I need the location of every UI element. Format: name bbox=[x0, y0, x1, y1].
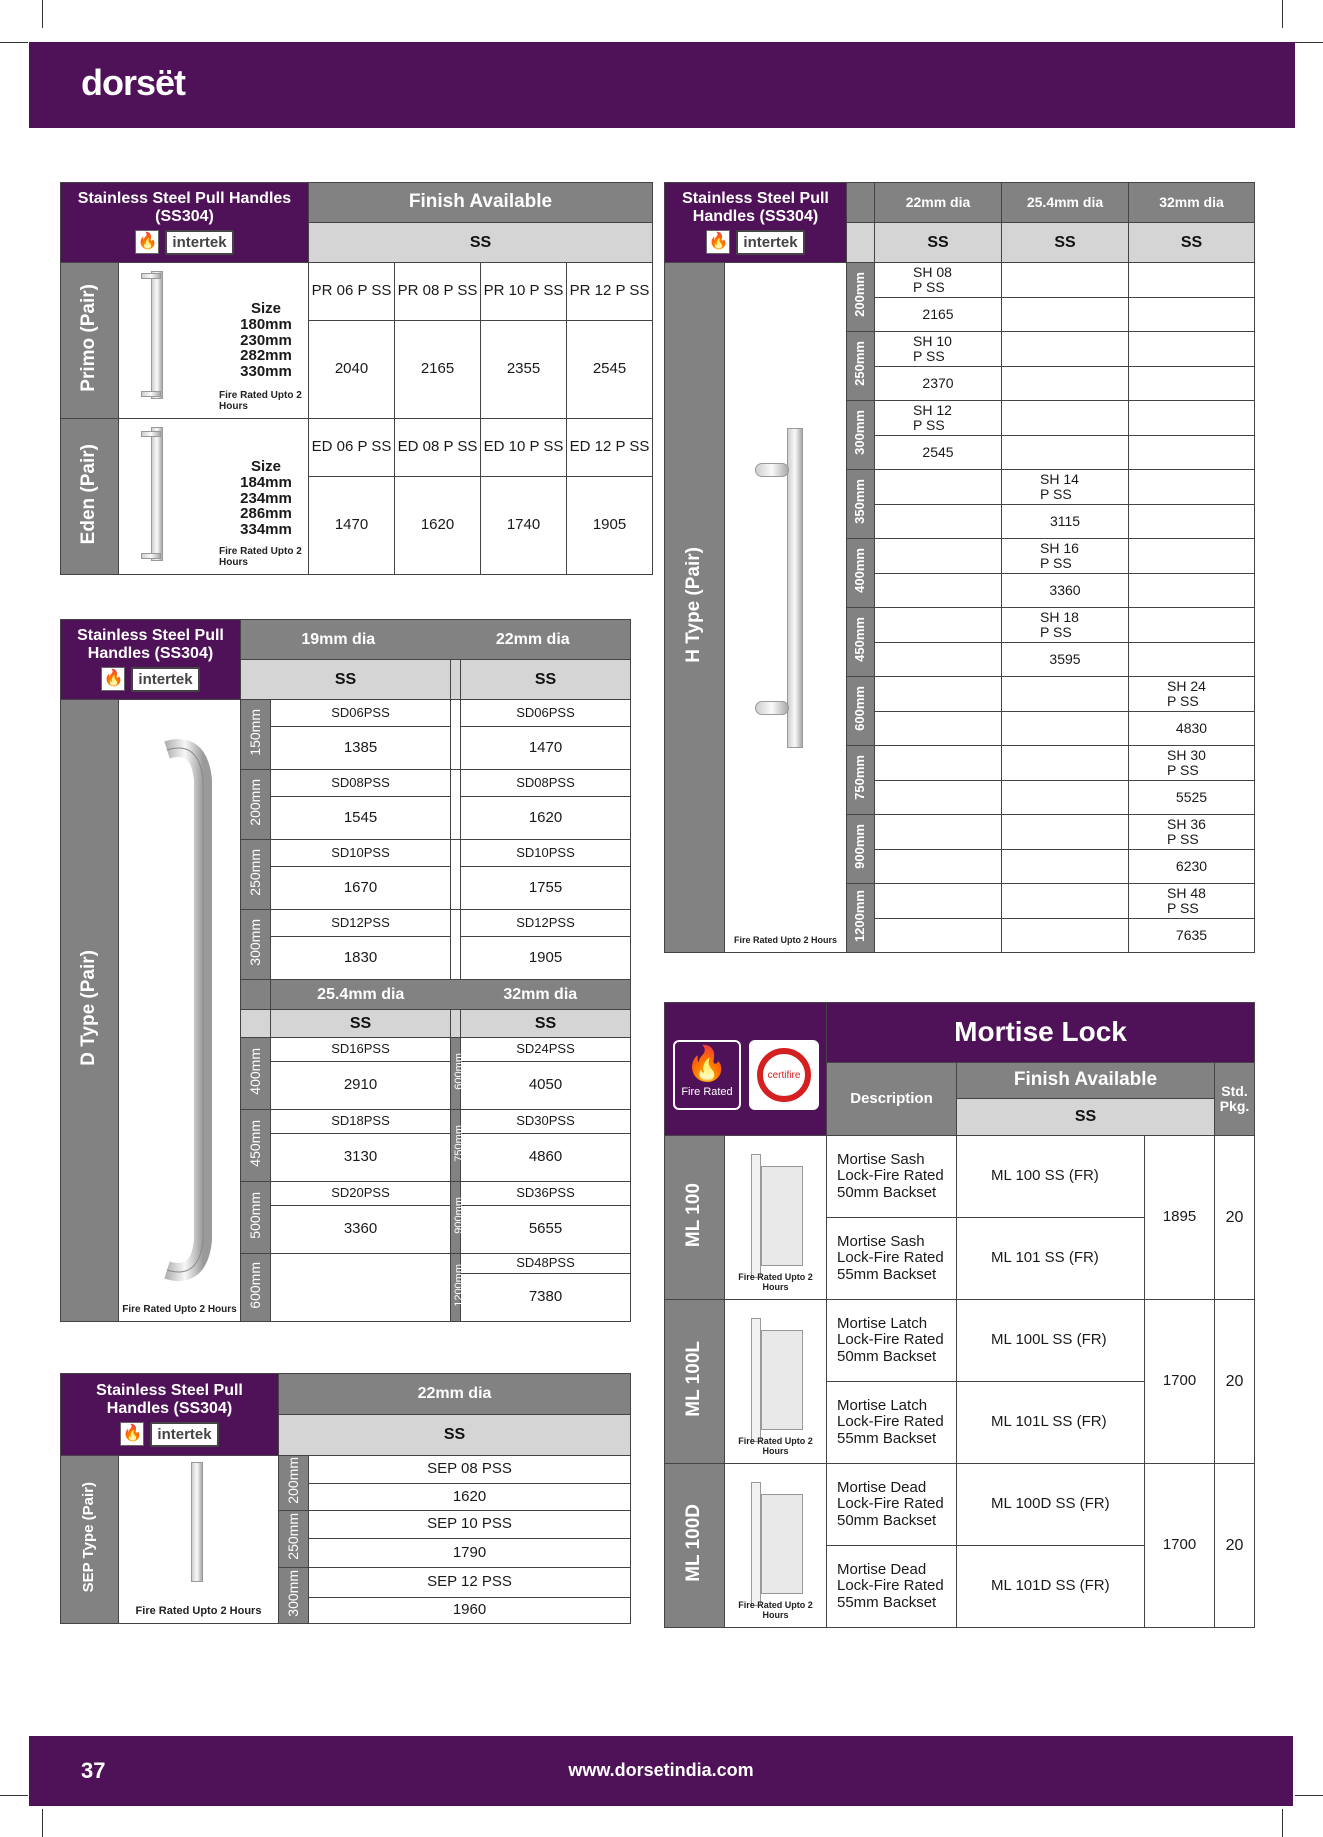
table-title-cell bbox=[61, 183, 309, 263]
fire-icon: 🔥 bbox=[706, 230, 730, 254]
fire-rated-note: Fire Rated Upto 2 Hours bbox=[738, 1436, 813, 1457]
fire-icon: 🔥 bbox=[135, 230, 159, 254]
product-code: SH 16 P SS bbox=[1002, 539, 1129, 574]
product-code: SD08PSS bbox=[461, 770, 631, 797]
lock-case bbox=[761, 1166, 803, 1266]
size-label: 300mm bbox=[847, 401, 875, 470]
empty-cell bbox=[875, 850, 1002, 884]
empty-cell bbox=[875, 712, 1002, 746]
product-image bbox=[725, 263, 847, 953]
size-label: 250mm bbox=[279, 1511, 309, 1568]
table-title: Stainless Steel Pull Handles (SS304) bbox=[96, 1381, 243, 1417]
row-label: Eden (Pair) bbox=[61, 419, 119, 575]
price: 3595 bbox=[1002, 643, 1129, 677]
price: 2910 bbox=[271, 1062, 451, 1110]
empty-cell bbox=[1129, 608, 1255, 643]
fire-rated-note: Fire Rated Upto 2 Hours bbox=[135, 1604, 262, 1617]
product-code: SH 18 P SS bbox=[1002, 608, 1129, 643]
crop-mark bbox=[0, 1795, 28, 1796]
empty-cell bbox=[875, 539, 1002, 574]
price: 3130 bbox=[271, 1134, 451, 1182]
price: 1790 bbox=[309, 1539, 631, 1568]
table-title: Stainless Steel Pull Handles (SS304) bbox=[682, 189, 829, 225]
fire-rated-note: Fire Rated Upto 2 Hours bbox=[219, 546, 302, 568]
empty-cell bbox=[1002, 436, 1129, 470]
size-label: 600mm bbox=[451, 1038, 461, 1110]
empty-cell bbox=[1002, 298, 1129, 332]
lock-description: Mortise Latch Lock-Fire Rated 55mm Backset bbox=[827, 1382, 957, 1464]
product-code: PR 06 P SS bbox=[309, 263, 395, 321]
fire-rated-note: Fire Rated Upto 2 Hours bbox=[122, 1304, 237, 1315]
price: 3360 bbox=[1002, 574, 1129, 608]
product-code: SD10PSS bbox=[461, 840, 631, 867]
size-label: 200mm bbox=[279, 1456, 309, 1511]
product-code: ED 08 P SS bbox=[395, 419, 481, 477]
product-code: SH 14 P SS bbox=[1002, 470, 1129, 505]
ss-header: SS bbox=[461, 660, 631, 700]
empty-cell bbox=[1129, 332, 1255, 367]
product-code: SD10PSS bbox=[271, 840, 451, 867]
price: 6230 bbox=[1129, 850, 1255, 884]
table-title-cell bbox=[665, 183, 847, 263]
spacer bbox=[451, 1010, 461, 1038]
size-label: 300mm bbox=[279, 1568, 309, 1624]
product-code: SEP 08 PSS bbox=[309, 1456, 631, 1484]
lock-description: Mortise Dead Lock-Fire Rated 55mm Backset bbox=[827, 1546, 957, 1628]
size-label: 350mm bbox=[847, 470, 875, 539]
table-title-cell bbox=[61, 1374, 279, 1456]
handle-leg bbox=[141, 391, 161, 397]
product-image bbox=[725, 1300, 827, 1464]
empty-cell bbox=[1129, 298, 1255, 332]
std-pkg-header: Std. Pkg. bbox=[1215, 1063, 1255, 1136]
empty-cell bbox=[1002, 884, 1129, 919]
spacer bbox=[451, 700, 461, 770]
product-code: SD18PSS bbox=[271, 1110, 451, 1134]
price: 2355 bbox=[481, 321, 567, 419]
dia-header: 25.4mm dia bbox=[1002, 183, 1129, 223]
fire-rated-note: Fire Rated Upto 2 Hours bbox=[738, 1600, 813, 1621]
handle-leg bbox=[755, 463, 789, 477]
empty-cell bbox=[1002, 712, 1129, 746]
empty-cell bbox=[875, 505, 1002, 539]
row-label: SEP Type (Pair) bbox=[61, 1456, 119, 1624]
price: 1670 bbox=[271, 867, 451, 910]
cert-logos bbox=[667, 230, 844, 255]
ss-header: SS bbox=[875, 223, 1002, 263]
size-label: 450mm bbox=[847, 608, 875, 677]
product-code: ED 10 P SS bbox=[481, 419, 567, 477]
empty-cell bbox=[1002, 850, 1129, 884]
finish-header: Finish Available bbox=[957, 1063, 1215, 1099]
price: 5525 bbox=[1129, 781, 1255, 815]
empty-cell bbox=[875, 919, 1002, 953]
size-label: 900mm bbox=[451, 1182, 461, 1254]
spacer bbox=[451, 840, 461, 910]
fire-icon: 🔥 bbox=[685, 1045, 729, 1083]
size-label: 200mm bbox=[241, 770, 271, 840]
intertek-logo: intertek bbox=[736, 230, 804, 255]
d-handle-drawing bbox=[119, 740, 239, 1300]
price: 2165 bbox=[395, 321, 481, 419]
spacer bbox=[241, 1010, 271, 1038]
empty-cell bbox=[1129, 401, 1255, 436]
empty-cell bbox=[1002, 815, 1129, 850]
spacer bbox=[451, 660, 461, 700]
size-label: 500mm bbox=[241, 1182, 271, 1254]
empty-cell bbox=[1002, 781, 1129, 815]
lock-description: Mortise Latch Lock-Fire Rated 50mm Backset bbox=[827, 1300, 957, 1382]
price: 1385 bbox=[271, 727, 451, 770]
std-pkg: 20 bbox=[1215, 1464, 1255, 1628]
product-code: ED 06 P SS bbox=[309, 419, 395, 477]
price: 1755 bbox=[461, 867, 631, 910]
header-band bbox=[29, 42, 1295, 128]
empty-cell bbox=[1129, 539, 1255, 574]
lock-faceplate bbox=[751, 1318, 761, 1442]
price: 7635 bbox=[1129, 919, 1255, 953]
price: 2370 bbox=[875, 367, 1002, 401]
crop-mark bbox=[0, 42, 28, 43]
product-code: ML 100L SS (FR) bbox=[957, 1300, 1145, 1382]
size-label: 1200mm bbox=[451, 1254, 461, 1322]
fire-icon: 🔥 bbox=[120, 1422, 144, 1446]
price: 2545 bbox=[875, 436, 1002, 470]
product-code: SEP 12 PSS bbox=[309, 1568, 631, 1598]
finish-header: Finish Available bbox=[309, 183, 653, 223]
empty-cell bbox=[1002, 746, 1129, 781]
product-code: SD30PSS bbox=[461, 1110, 631, 1134]
spacer bbox=[451, 910, 461, 980]
empty-cell bbox=[875, 574, 1002, 608]
dia-header: 22mm dia bbox=[279, 1374, 631, 1415]
price: 1740 bbox=[481, 477, 567, 575]
row-label: Primo (Pair) bbox=[61, 263, 119, 419]
product-code: SH 08 P SS bbox=[875, 263, 1002, 298]
empty-cell bbox=[875, 815, 1002, 850]
page-number: 37 bbox=[81, 1758, 106, 1783]
std-pkg: 20 bbox=[1215, 1300, 1255, 1464]
fire-rated-note: Fire Rated Upto 2 Hours bbox=[738, 1272, 813, 1293]
fire-rated-badge: 🔥 Fire Rated bbox=[673, 1040, 741, 1110]
product-code: SD08PSS bbox=[271, 770, 451, 797]
product-image bbox=[725, 1464, 827, 1628]
product-image bbox=[119, 700, 241, 1322]
dia-header: 19mm dia 22mm dia bbox=[241, 620, 631, 660]
lock-description: Mortise Dead Lock-Fire Rated 50mm Backset bbox=[827, 1464, 957, 1546]
size-label: 750mm bbox=[451, 1110, 461, 1182]
size-label: 1200mm bbox=[847, 884, 875, 953]
ss-header: SS bbox=[309, 223, 653, 263]
price: 4050 bbox=[461, 1062, 631, 1110]
price: 1895 bbox=[1145, 1136, 1215, 1300]
empty-cell bbox=[1129, 263, 1255, 298]
price: 1700 bbox=[1145, 1464, 1215, 1628]
price: 2545 bbox=[567, 321, 653, 419]
empty-cell bbox=[1129, 367, 1255, 401]
product-code: SD20PSS bbox=[271, 1182, 451, 1206]
table-title-cell bbox=[61, 620, 241, 700]
row-label: H Type (Pair) bbox=[665, 263, 725, 953]
intertek-logo: intertek bbox=[150, 1422, 218, 1447]
empty-cell bbox=[1129, 470, 1255, 505]
product-code: SD48PSS bbox=[461, 1254, 631, 1274]
price: 1830 bbox=[271, 937, 451, 980]
ss-header: SS bbox=[279, 1415, 631, 1456]
handle-rod bbox=[151, 271, 163, 399]
lock-case bbox=[761, 1494, 803, 1594]
product-code: SD16PSS bbox=[271, 1038, 451, 1062]
price: 1620 bbox=[395, 477, 481, 575]
size-label: 200mm bbox=[847, 263, 875, 332]
dia-header: 32mm dia bbox=[1129, 183, 1255, 223]
empty-cell bbox=[1129, 505, 1255, 539]
d-type-table bbox=[60, 619, 631, 1322]
product-code: SH 48 P SS bbox=[1129, 884, 1255, 919]
price: 1700 bbox=[1145, 1300, 1215, 1464]
fire-icon: 🔥 bbox=[101, 667, 125, 691]
price: 1470 bbox=[309, 477, 395, 575]
size-list: Size 180mm 230mm 282mm 330mm bbox=[240, 300, 292, 380]
size-label: 400mm bbox=[847, 539, 875, 608]
price: 1960 bbox=[309, 1598, 631, 1624]
price: 1620 bbox=[309, 1484, 631, 1511]
certifire-logo: certifire bbox=[749, 1040, 819, 1110]
ss-header: SS bbox=[1002, 223, 1129, 263]
crop-mark bbox=[1295, 42, 1323, 43]
price: 4830 bbox=[1129, 712, 1255, 746]
row-label: ML 100D bbox=[665, 1464, 725, 1628]
cert-logos bbox=[63, 667, 238, 692]
empty-cell bbox=[875, 746, 1002, 781]
empty-cell bbox=[875, 608, 1002, 643]
product-code: SD36PSS bbox=[461, 1182, 631, 1206]
ss-header: SS bbox=[241, 660, 451, 700]
price: 3360 bbox=[271, 1206, 451, 1254]
crop-mark bbox=[1282, 1809, 1283, 1837]
product-code: PR 10 P SS bbox=[481, 263, 567, 321]
price: 1905 bbox=[461, 937, 631, 980]
price: 1620 bbox=[461, 797, 631, 840]
mortise-badges bbox=[665, 1003, 827, 1136]
empty-cell bbox=[875, 643, 1002, 677]
handle-leg bbox=[755, 701, 789, 715]
crop-mark bbox=[42, 0, 43, 28]
product-code: SD24PSS bbox=[461, 1038, 631, 1062]
mortise-title: Mortise Lock bbox=[827, 1003, 1255, 1063]
handle-rod bbox=[787, 428, 803, 748]
product-code: SH 10 P SS bbox=[875, 332, 1002, 367]
product-code bbox=[271, 1254, 451, 1322]
intertek-logo: intertek bbox=[165, 230, 233, 255]
price: 3115 bbox=[1002, 505, 1129, 539]
sep-type-table bbox=[60, 1373, 631, 1624]
crop-mark bbox=[1295, 1795, 1323, 1796]
ss-header: SS bbox=[271, 1010, 451, 1038]
product-code: SD06PSS bbox=[271, 700, 451, 727]
product-code: ED 12 P SS bbox=[567, 419, 653, 477]
h-type-table bbox=[664, 182, 1255, 953]
empty-cell bbox=[1002, 263, 1129, 298]
size-label: 250mm bbox=[241, 840, 271, 910]
size-label: 900mm bbox=[847, 815, 875, 884]
product-code: ML 101D SS (FR) bbox=[957, 1546, 1145, 1628]
empty-cell bbox=[875, 470, 1002, 505]
product-code: SEP 10 PSS bbox=[309, 1511, 631, 1539]
cert-logos bbox=[63, 1422, 276, 1447]
empty-cell bbox=[1002, 367, 1129, 401]
size-label: 150mm bbox=[241, 700, 271, 770]
row-label: ML 100L bbox=[665, 1300, 725, 1464]
size-label: 600mm bbox=[847, 677, 875, 746]
empty-cell bbox=[1002, 677, 1129, 712]
product-code: ML 100D SS (FR) bbox=[957, 1464, 1145, 1546]
product-code: ML 101L SS (FR) bbox=[957, 1382, 1145, 1464]
price: 1545 bbox=[271, 797, 451, 840]
product-code: SH 24 P SS bbox=[1129, 677, 1255, 712]
row-label: D Type (Pair) bbox=[61, 700, 119, 1322]
product-code: SD12PSS bbox=[461, 910, 631, 937]
product-code: SH 36 P SS bbox=[1129, 815, 1255, 850]
mortise-lock-table bbox=[664, 1002, 1255, 1628]
product-code: SH 12 P SS bbox=[875, 401, 1002, 436]
lock-case bbox=[761, 1330, 803, 1430]
lock-faceplate bbox=[751, 1482, 761, 1606]
price: 4860 bbox=[461, 1134, 631, 1182]
ss-header: SS bbox=[461, 1010, 631, 1038]
primo-eden-table bbox=[60, 182, 653, 575]
price: 1905 bbox=[567, 477, 653, 575]
lock-description: Mortise Sash Lock-Fire Rated 55mm Backset bbox=[827, 1218, 957, 1300]
handle-rod bbox=[151, 427, 163, 561]
crop-mark bbox=[1282, 0, 1283, 28]
empty-cell bbox=[1002, 401, 1129, 436]
product-code: ML 100 SS (FR) bbox=[957, 1136, 1145, 1218]
price: 2165 bbox=[875, 298, 1002, 332]
empty-cell bbox=[1129, 574, 1255, 608]
cert-logos bbox=[63, 230, 306, 255]
lock-description: Mortise Sash Lock-Fire Rated 50mm Backset bbox=[827, 1136, 957, 1218]
price: 7380 bbox=[461, 1274, 631, 1322]
product-image bbox=[725, 1136, 827, 1300]
product-code: PR 08 P SS bbox=[395, 263, 481, 321]
brand-logo: dorsët bbox=[81, 62, 186, 103]
price: 5655 bbox=[461, 1206, 631, 1254]
description-header: Description bbox=[827, 1063, 957, 1136]
price: 2040 bbox=[309, 321, 395, 419]
empty-cell bbox=[875, 884, 1002, 919]
size-label: 250mm bbox=[847, 332, 875, 401]
handle-leg bbox=[141, 431, 161, 437]
empty-cell bbox=[1002, 332, 1129, 367]
footer-band bbox=[29, 1736, 1293, 1806]
size-label: 450mm bbox=[241, 1110, 271, 1182]
price: 1470 bbox=[461, 727, 631, 770]
empty-cell bbox=[875, 781, 1002, 815]
crop-mark bbox=[42, 1809, 43, 1837]
product-image bbox=[119, 419, 309, 575]
std-pkg: 20 bbox=[1215, 1136, 1255, 1300]
size-label: 600mm bbox=[241, 1254, 271, 1322]
product-image bbox=[119, 263, 309, 419]
empty-cell bbox=[1129, 643, 1255, 677]
product-code: ML 101 SS (FR) bbox=[957, 1218, 1145, 1300]
ss-header: SS bbox=[957, 1099, 1215, 1136]
table-title: Stainless Steel Pull Handles (SS304) bbox=[77, 626, 224, 662]
size-label: 400mm bbox=[241, 1038, 271, 1110]
product-image bbox=[119, 1456, 279, 1624]
product-code: PR 12 P SS bbox=[567, 263, 653, 321]
product-code: SD06PSS bbox=[461, 700, 631, 727]
dia-header: 22mm dia bbox=[875, 183, 1002, 223]
spacer bbox=[847, 183, 875, 223]
intertek-logo: intertek bbox=[131, 667, 199, 692]
handle-leg bbox=[141, 273, 161, 279]
ss-header: SS bbox=[1129, 223, 1255, 263]
spacer bbox=[847, 223, 875, 263]
fire-rated-note: Fire Rated Upto 2 Hours bbox=[733, 935, 837, 946]
size-label: 300mm bbox=[241, 910, 271, 980]
spacer bbox=[241, 980, 271, 1010]
handle-rod bbox=[191, 1462, 203, 1582]
spacer bbox=[451, 770, 461, 840]
size-list: Size 184mm 234mm 286mm 334mm bbox=[240, 458, 292, 538]
handle-leg bbox=[141, 553, 161, 559]
fire-rated-note: Fire Rated Upto 2 Hours bbox=[219, 390, 302, 412]
table-title: Stainless Steel Pull Handles (SS304) bbox=[77, 189, 292, 225]
lock-faceplate bbox=[751, 1154, 761, 1278]
dia-header: 25.4mm dia 32mm dia bbox=[271, 980, 631, 1010]
product-code: SD12PSS bbox=[271, 910, 451, 937]
row-label: ML 100 bbox=[665, 1136, 725, 1300]
empty-cell bbox=[1129, 436, 1255, 470]
website-link[interactable]: www.dorsetindia.com bbox=[568, 1760, 754, 1780]
size-label: 750mm bbox=[847, 746, 875, 815]
empty-cell bbox=[875, 677, 1002, 712]
empty-cell bbox=[1002, 919, 1129, 953]
product-code: SH 30 P SS bbox=[1129, 746, 1255, 781]
